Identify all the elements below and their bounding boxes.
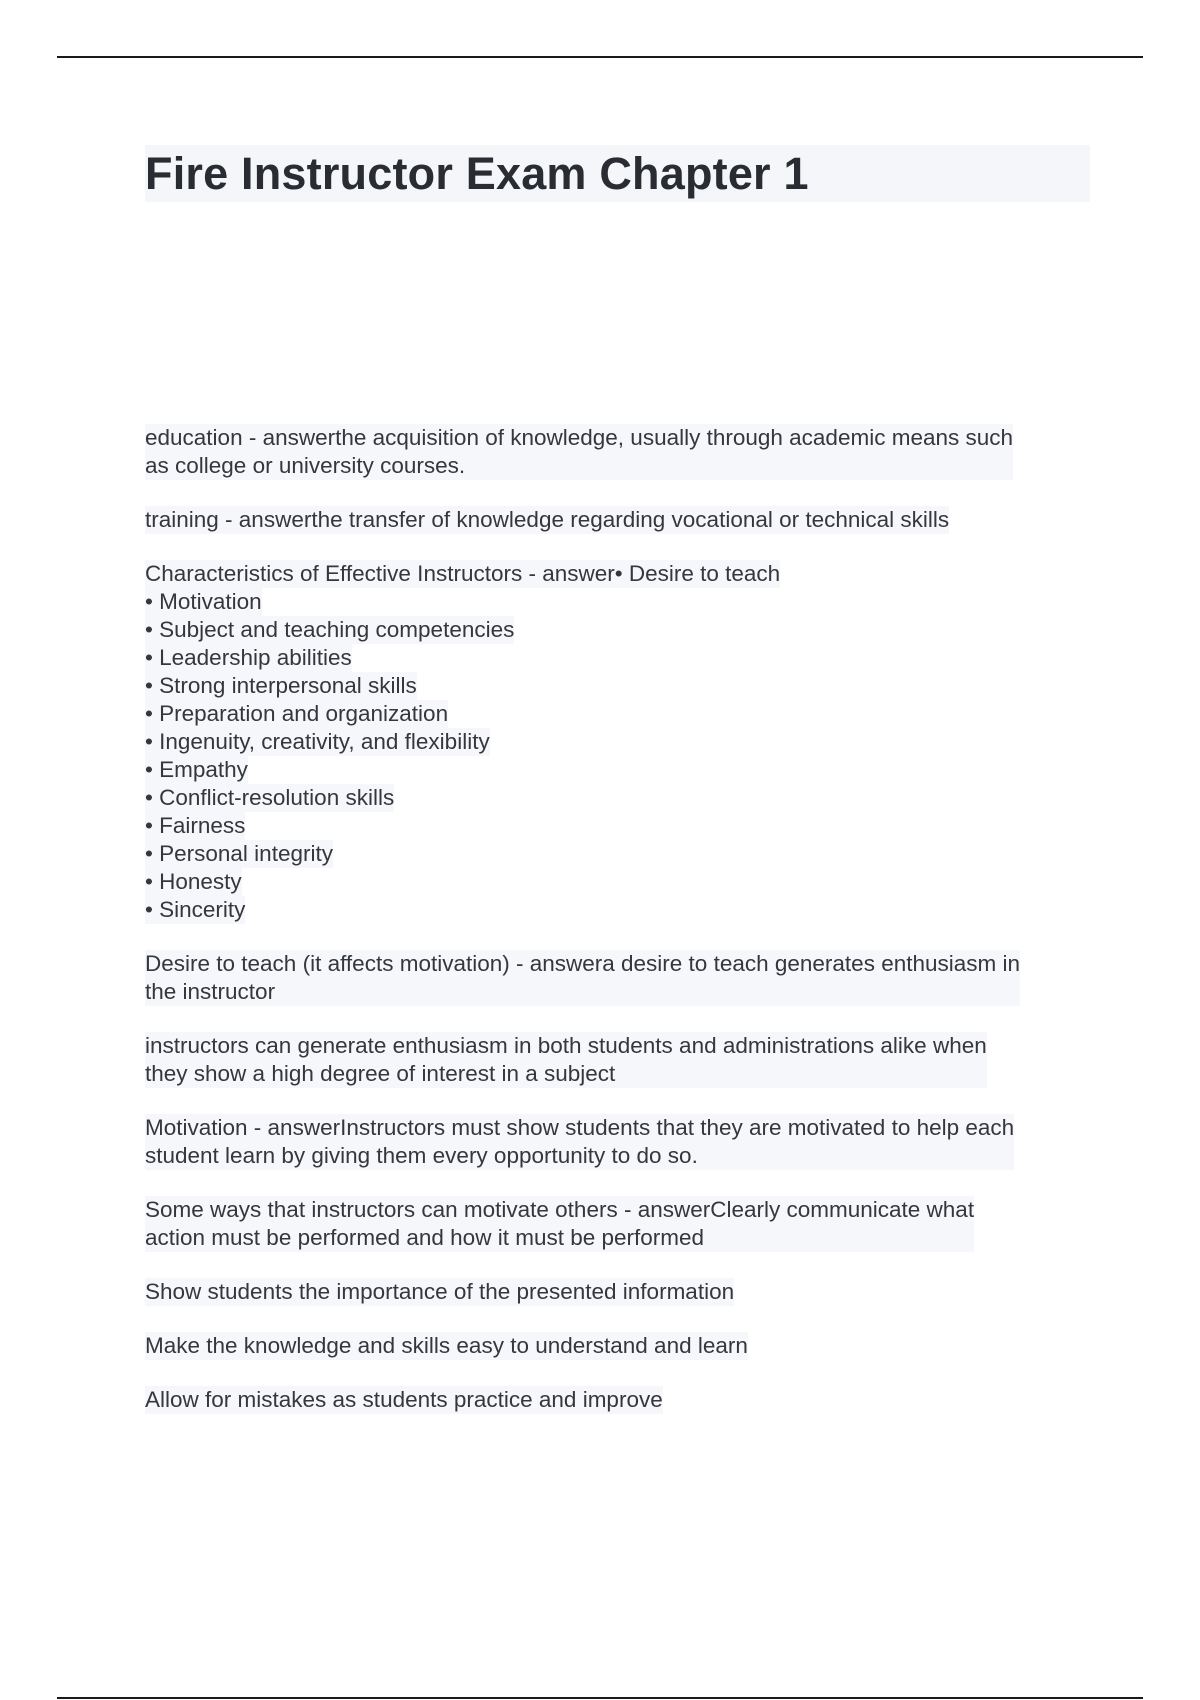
entry-line: action must be performed and how it must be performed xyxy=(145,1225,705,1250)
list-item: • Ingenuity, creativity, and flexibility xyxy=(145,729,490,754)
entry-desire-to-teach xyxy=(145,950,1020,1006)
characteristics-list xyxy=(145,588,1090,924)
list-item: • Strong interpersonal skills xyxy=(145,673,417,698)
entry-line: instructors can generate enthusiasm in both students and administrations alike when xyxy=(145,1033,987,1058)
list-item: • Leadership abilities xyxy=(145,645,352,670)
entry-line: as college or university courses. xyxy=(145,453,466,478)
list-item: • Personal integrity xyxy=(145,841,333,866)
title-block xyxy=(145,145,1090,202)
entry-line: Characteristics of Effective Instructors - answer• Desire to teach xyxy=(145,561,781,586)
entry-line: education - answerthe acquisition of knowledge, usually through academic means such xyxy=(145,425,1014,450)
entry-line: the instructor xyxy=(145,979,276,1004)
entry-line: they show a high degree of interest in a subject xyxy=(145,1061,616,1086)
characteristics-heading xyxy=(145,560,780,588)
entry-line: Show students the importance of the presented information xyxy=(145,1279,735,1304)
list-item: • Motivation xyxy=(145,589,262,614)
entry-line: student learn by giving them every opportunity to do so. xyxy=(145,1143,698,1168)
list-item: • Empathy xyxy=(145,757,248,782)
top-divider xyxy=(57,56,1143,58)
entry-line: Make the knowledge and skills easy to understand and learn xyxy=(145,1333,748,1358)
list-item: • Conflict-resolution skills xyxy=(145,785,395,810)
entry-line: Some ways that instructors can motivate others - answerClearly communicate what xyxy=(145,1197,975,1222)
entry-education xyxy=(145,424,1013,480)
entry-enthusiasm xyxy=(145,1032,987,1088)
list-item: • Subject and teaching competencies xyxy=(145,617,515,642)
entry-training xyxy=(145,506,949,534)
entry-motivation xyxy=(145,1114,1014,1170)
entry-importance xyxy=(145,1278,734,1306)
entry-line: training - answerthe transfer of knowledge regarding vocational or technical skills xyxy=(145,507,950,532)
page-title: Fire Instructor Exam Chapter 1 xyxy=(145,148,809,199)
list-item: • Honesty xyxy=(145,869,242,894)
entry-line: Desire to teach (it affects motivation) - answera desire to teach generates enthusiasm in xyxy=(145,951,1021,976)
entry-easy-to-understand xyxy=(145,1332,748,1360)
list-item: • Preparation and organization xyxy=(145,701,449,726)
document-body xyxy=(145,424,1090,1440)
list-item: • Sincerity xyxy=(145,897,246,922)
entry-line: Motivation - answerInstructors must show students that they are motivated to help each xyxy=(145,1115,1015,1140)
entry-ways-to-motivate xyxy=(145,1196,974,1252)
entry-line: Allow for mistakes as students practice and improve xyxy=(145,1387,663,1412)
bottom-divider xyxy=(57,1697,1143,1699)
list-item: • Fairness xyxy=(145,813,246,838)
entry-allow-mistakes xyxy=(145,1386,663,1414)
